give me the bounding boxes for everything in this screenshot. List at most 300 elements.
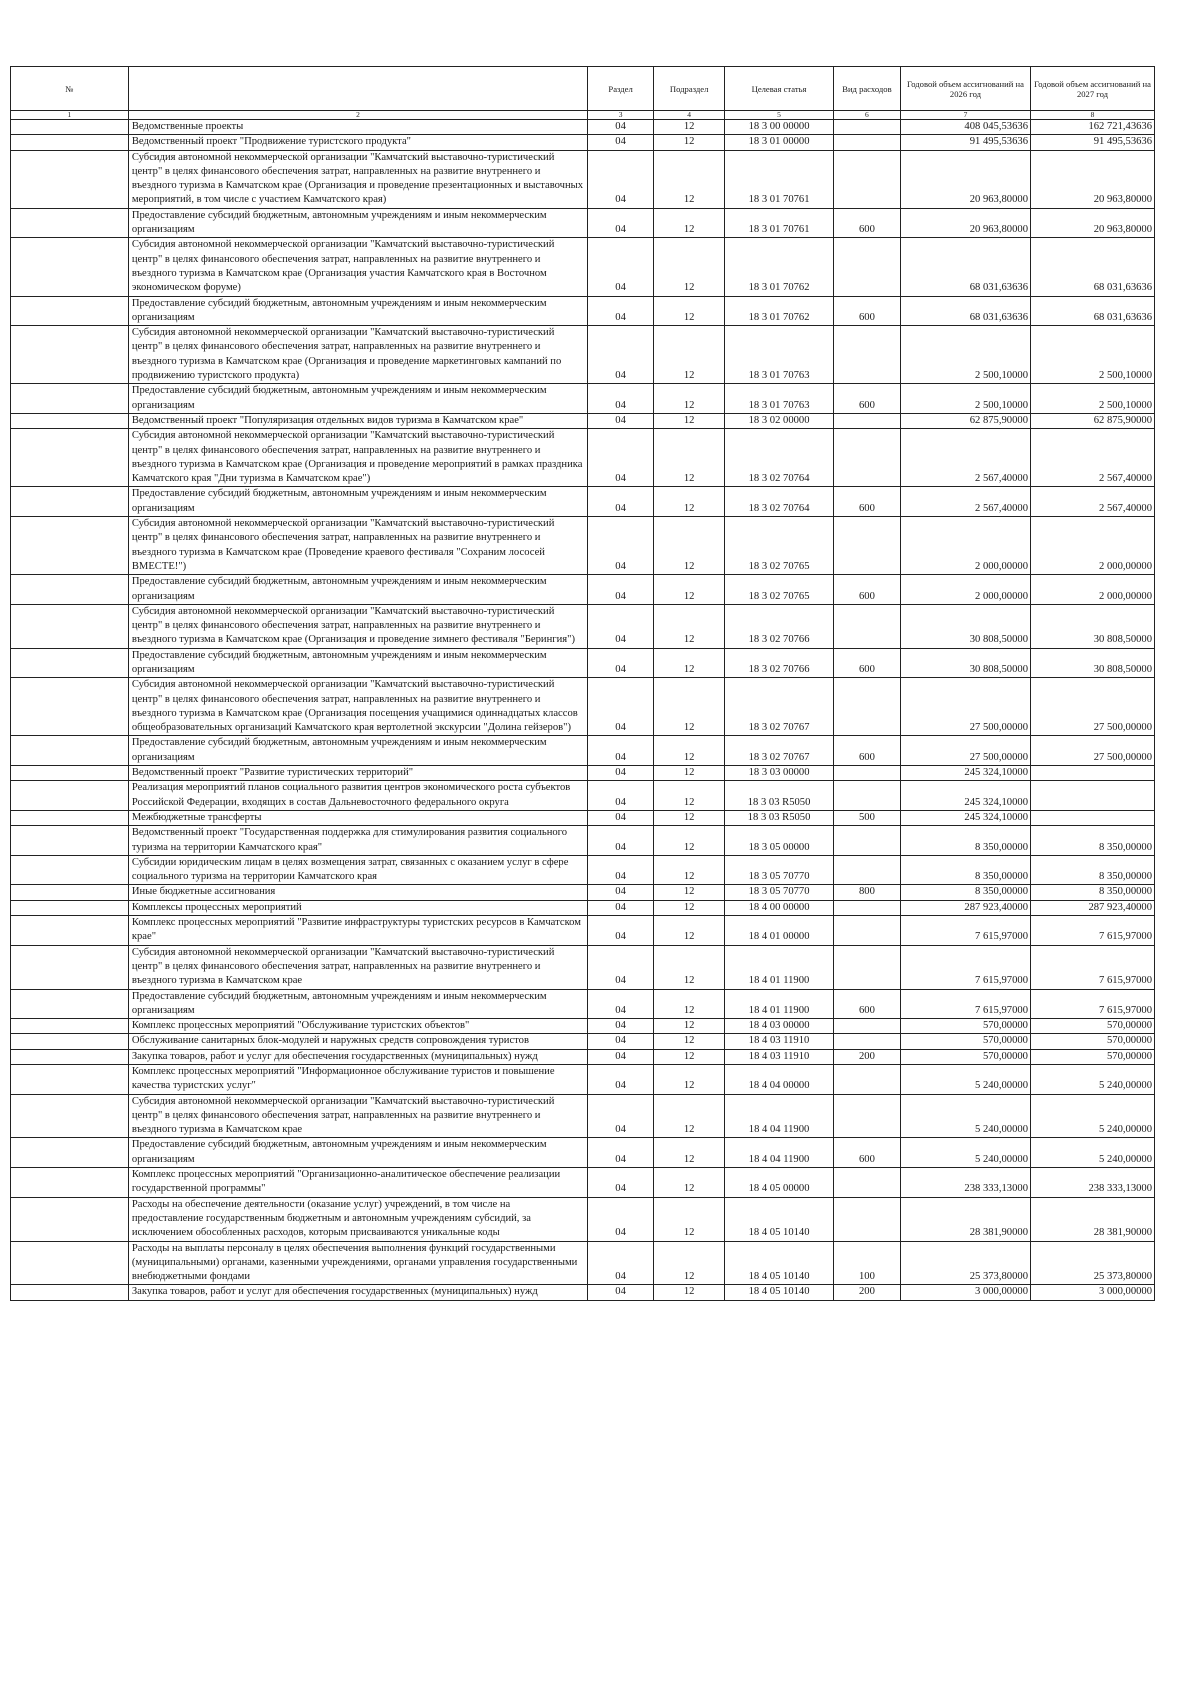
table-row [11, 208, 1155, 238]
header-razdel: Раздел [588, 67, 654, 111]
expense-type-cell [833, 781, 900, 811]
target-article-cell: 18 3 02 70764 [725, 487, 834, 517]
podrazdel-cell: 12 [654, 678, 725, 736]
expense-type-cell [833, 517, 900, 575]
expense-type-cell [833, 1197, 900, 1241]
row-number-cell [11, 296, 129, 326]
expense-name-cell: Реализация мероприятий планов социального развития центров экономического роста субъектов Российской Федерации, входящих в состав Дальневосточного федерального округа [128, 781, 587, 811]
expense-name-cell: Субсидия автономной некоммерческой организации "Камчатский выставочно-туристический центр" в целях финансового обеспечения затрат, направленных на развитие внутреннего и въездного туризма в Камчатском крае (Организация участия Камчатского края в Восточном экономическом форуме) [128, 238, 587, 296]
row-number-cell [11, 916, 129, 946]
amount-2026-cell: 91 495,53636 [900, 135, 1030, 150]
target-article-cell: 18 3 01 00000 [725, 135, 834, 150]
target-article-cell: 18 4 04 00000 [725, 1065, 834, 1095]
amount-2027-cell: 28 381,90000 [1030, 1197, 1154, 1241]
target-article-cell: 18 3 02 70765 [725, 575, 834, 605]
amount-2027-cell: 2 567,40000 [1030, 487, 1154, 517]
budget-table [10, 66, 1155, 1301]
amount-2027-cell: 162 721,43636 [1030, 120, 1154, 135]
amount-2026-cell: 287 923,40000 [900, 900, 1030, 915]
row-number-cell [11, 989, 129, 1019]
table-row [11, 604, 1155, 648]
amount-2026-cell: 68 031,63636 [900, 296, 1030, 326]
amount-2026-cell: 68 031,63636 [900, 238, 1030, 296]
amount-2027-cell: 8 350,00000 [1030, 885, 1154, 900]
amount-2027-cell: 7 615,97000 [1030, 989, 1154, 1019]
expense-name-cell: Предоставление субсидий бюджетным, автономным учреждениям и иным некоммерческим организациям [128, 1138, 587, 1168]
podrazdel-cell: 12 [654, 736, 725, 766]
razdel-cell: 04 [588, 885, 654, 900]
amount-2026-cell: 30 808,50000 [900, 648, 1030, 678]
podrazdel-cell: 12 [654, 781, 725, 811]
expense-name-cell: Ведомственный проект "Продвижение туристского продукта" [128, 135, 587, 150]
amount-2026-cell: 245 324,10000 [900, 766, 1030, 781]
target-article-cell: 18 3 03 R5050 [725, 781, 834, 811]
razdel-cell: 04 [588, 135, 654, 150]
column-index: 8 [1030, 111, 1154, 120]
amount-2026-cell: 2 500,10000 [900, 384, 1030, 414]
expense-type-cell [833, 945, 900, 989]
podrazdel-cell: 12 [654, 916, 725, 946]
expense-name-cell: Предоставление субсидий бюджетным, автономным учреждениям и иным некоммерческим организациям [128, 575, 587, 605]
target-article-cell: 18 3 05 70770 [725, 855, 834, 885]
target-article-cell: 18 4 05 10140 [725, 1285, 834, 1300]
amount-2027-cell [1030, 810, 1154, 825]
expense-type-cell [833, 900, 900, 915]
row-number-cell [11, 678, 129, 736]
target-article-cell: 18 3 01 70762 [725, 238, 834, 296]
table-row [11, 384, 1155, 414]
row-number-cell [11, 208, 129, 238]
target-article-cell: 18 3 02 70766 [725, 604, 834, 648]
table-row [11, 135, 1155, 150]
table-row [11, 678, 1155, 736]
expense-type-cell [833, 604, 900, 648]
expense-name-cell: Субсидия автономной некоммерческой организации "Камчатский выставочно-туристический центр" в целях финансового обеспечения затрат, направленных на развитие внутреннего и въездного туризма в Камчатском крае (Организация и проведение зимнего фестиваля "Берингия") [128, 604, 587, 648]
expense-type-cell: 600 [833, 575, 900, 605]
table-row [11, 826, 1155, 856]
table-row [11, 326, 1155, 384]
target-article-cell: 18 3 02 70764 [725, 429, 834, 487]
amount-2027-cell: 570,00000 [1030, 1019, 1154, 1034]
razdel-cell: 04 [588, 989, 654, 1019]
razdel-cell: 04 [588, 208, 654, 238]
amount-2027-cell: 2 500,10000 [1030, 384, 1154, 414]
row-number-cell [11, 1241, 129, 1285]
target-article-cell: 18 3 02 70767 [725, 736, 834, 766]
amount-2027-cell: 238 333,13000 [1030, 1168, 1154, 1198]
expense-type-cell [833, 326, 900, 384]
expense-type-cell [833, 826, 900, 856]
amount-2027-cell: 68 031,63636 [1030, 238, 1154, 296]
target-article-cell: 18 3 01 70763 [725, 326, 834, 384]
table-row [11, 1168, 1155, 1198]
expense-type-cell [833, 238, 900, 296]
amount-2027-cell: 5 240,00000 [1030, 1065, 1154, 1095]
row-number-cell [11, 826, 129, 856]
amount-2027-cell [1030, 781, 1154, 811]
table-row [11, 766, 1155, 781]
target-article-cell: 18 4 01 00000 [725, 916, 834, 946]
expense-name-cell: Комплекс процессных мероприятий "Обслуживание туристских объектов" [128, 1019, 587, 1034]
expense-type-cell [833, 1094, 900, 1138]
row-number-cell [11, 648, 129, 678]
podrazdel-cell: 12 [654, 135, 725, 150]
amount-2026-cell: 27 500,00000 [900, 736, 1030, 766]
table-row [11, 945, 1155, 989]
row-number-cell [11, 945, 129, 989]
row-number-cell [11, 810, 129, 825]
amount-2027-cell [1030, 766, 1154, 781]
target-article-cell: 18 3 00 00000 [725, 120, 834, 135]
table-row [11, 736, 1155, 766]
row-number-cell [11, 575, 129, 605]
row-number-cell [11, 1285, 129, 1300]
amount-2026-cell: 570,00000 [900, 1049, 1030, 1064]
table-row [11, 810, 1155, 825]
amount-2026-cell: 245 324,10000 [900, 810, 1030, 825]
expense-type-cell: 600 [833, 1138, 900, 1168]
podrazdel-cell: 12 [654, 900, 725, 915]
target-article-cell: 18 4 04 11900 [725, 1138, 834, 1168]
razdel-cell: 04 [588, 238, 654, 296]
table-row [11, 120, 1155, 135]
amount-2026-cell: 570,00000 [900, 1034, 1030, 1049]
target-article-cell: 18 3 01 70761 [725, 208, 834, 238]
amount-2026-cell: 8 350,00000 [900, 855, 1030, 885]
expense-type-cell: 600 [833, 487, 900, 517]
target-article-cell: 18 3 01 70763 [725, 384, 834, 414]
expense-type-cell [833, 1019, 900, 1034]
amount-2027-cell: 8 350,00000 [1030, 855, 1154, 885]
razdel-cell: 04 [588, 487, 654, 517]
podrazdel-cell: 12 [654, 1168, 725, 1198]
table-row [11, 781, 1155, 811]
razdel-cell: 04 [588, 326, 654, 384]
target-article-cell: 18 3 01 70761 [725, 150, 834, 208]
amount-2027-cell: 570,00000 [1030, 1049, 1154, 1064]
target-article-cell: 18 4 03 00000 [725, 1019, 834, 1034]
expense-name-cell: Комплекс процессных мероприятий "Организационно-аналитическое обеспечение реализации государственной программы" [128, 1168, 587, 1198]
expense-name-cell: Предоставление субсидий бюджетным, автономным учреждениям и иным некоммерческим организациям [128, 384, 587, 414]
podrazdel-cell: 12 [654, 487, 725, 517]
amount-2027-cell: 30 808,50000 [1030, 648, 1154, 678]
table-row [11, 1019, 1155, 1034]
target-article-cell: 18 4 01 11900 [725, 989, 834, 1019]
target-article-cell: 18 3 03 R5050 [725, 810, 834, 825]
column-index: 3 [588, 111, 654, 120]
expense-type-cell: 200 [833, 1049, 900, 1064]
target-article-cell: 18 4 03 11910 [725, 1049, 834, 1064]
razdel-cell: 04 [588, 1019, 654, 1034]
row-number-cell [11, 1049, 129, 1064]
expense-name-cell: Межбюджетные трансферты [128, 810, 587, 825]
expense-name-cell: Предоставление субсидий бюджетным, автономным учреждениям и иным некоммерческим организациям [128, 989, 587, 1019]
podrazdel-cell: 12 [654, 429, 725, 487]
amount-2026-cell: 27 500,00000 [900, 678, 1030, 736]
target-article-cell: 18 4 04 11900 [725, 1094, 834, 1138]
razdel-cell: 04 [588, 945, 654, 989]
podrazdel-cell: 12 [654, 826, 725, 856]
row-number-cell [11, 1065, 129, 1095]
expense-type-cell [833, 135, 900, 150]
expense-name-cell: Обслуживание санитарных блок-модулей и наружных средств сопровождения туристов [128, 1034, 587, 1049]
target-article-cell: 18 3 05 00000 [725, 826, 834, 856]
amount-2027-cell: 7 615,97000 [1030, 945, 1154, 989]
podrazdel-cell: 12 [654, 1094, 725, 1138]
razdel-cell: 04 [588, 575, 654, 605]
header-row [11, 67, 1155, 111]
expense-type-cell: 100 [833, 1241, 900, 1285]
podrazdel-cell: 12 [654, 1065, 725, 1095]
row-number-cell [11, 413, 129, 428]
podrazdel-cell: 12 [654, 885, 725, 900]
razdel-cell: 04 [588, 296, 654, 326]
amount-2027-cell: 2 000,00000 [1030, 517, 1154, 575]
target-article-cell: 18 3 05 70770 [725, 885, 834, 900]
expense-name-cell: Предоставление субсидий бюджетным, автономным учреждениям и иным некоммерческим организациям [128, 208, 587, 238]
row-number-cell [11, 1138, 129, 1168]
podrazdel-cell: 12 [654, 766, 725, 781]
target-article-cell: 18 4 05 00000 [725, 1168, 834, 1198]
row-number-cell [11, 1197, 129, 1241]
table-row [11, 575, 1155, 605]
expense-type-cell [833, 678, 900, 736]
header-podrazdel: Подраздел [654, 67, 725, 111]
target-article-cell: 18 4 05 10140 [725, 1241, 834, 1285]
expense-name-cell: Субсидия автономной некоммерческой организации "Камчатский выставочно-туристический центр" в целях финансового обеспечения затрат, направленных на развитие внутреннего и въездного туризма в Камчатском крае [128, 1094, 587, 1138]
table-body [11, 120, 1155, 1301]
expense-name-cell: Закупка товаров, работ и услуг для обеспечения государственных (муниципальных) нужд [128, 1049, 587, 1064]
expense-type-cell: 600 [833, 989, 900, 1019]
column-index: 1 [11, 111, 129, 120]
expense-name-cell: Предоставление субсидий бюджетным, автономным учреждениям и иным некоммерческим организациям [128, 648, 587, 678]
razdel-cell: 04 [588, 766, 654, 781]
amount-2027-cell: 2 567,40000 [1030, 429, 1154, 487]
podrazdel-cell: 12 [654, 413, 725, 428]
amount-2027-cell: 68 031,63636 [1030, 296, 1154, 326]
razdel-cell: 04 [588, 517, 654, 575]
razdel-cell: 04 [588, 1241, 654, 1285]
amount-2027-cell: 5 240,00000 [1030, 1094, 1154, 1138]
expense-name-cell: Предоставление субсидий бюджетным, автономным учреждениям и иным некоммерческим организациям [128, 736, 587, 766]
razdel-cell: 04 [588, 810, 654, 825]
target-article-cell: 18 3 02 70767 [725, 678, 834, 736]
expense-name-cell: Субсидия автономной некоммерческой организации "Камчатский выставочно-туристический центр" в целях финансового обеспечения затрат, направленных на развитие внутреннего и въездного туризма в Камчатском крае (Организация и проведение презентационных и выставочных мероприятий, в том числе с участием Камчатского края) [128, 150, 587, 208]
amount-2026-cell: 20 963,80000 [900, 150, 1030, 208]
budget-sheet [10, 66, 1155, 1301]
podrazdel-cell: 12 [654, 384, 725, 414]
row-number-cell [11, 384, 129, 414]
target-article-cell: 18 3 02 70766 [725, 648, 834, 678]
expense-type-cell: 600 [833, 736, 900, 766]
podrazdel-cell: 12 [654, 208, 725, 238]
amount-2027-cell: 62 875,90000 [1030, 413, 1154, 428]
expense-name-cell: Комплексы процессных мероприятий [128, 900, 587, 915]
razdel-cell: 04 [588, 736, 654, 766]
amount-2027-cell: 20 963,80000 [1030, 150, 1154, 208]
row-number-cell [11, 150, 129, 208]
table-row [11, 885, 1155, 900]
table-row [11, 1241, 1155, 1285]
razdel-cell: 04 [588, 900, 654, 915]
table-row [11, 1049, 1155, 1064]
target-article-cell: 18 3 02 00000 [725, 413, 834, 428]
amount-2027-cell: 5 240,00000 [1030, 1138, 1154, 1168]
amount-2027-cell: 27 500,00000 [1030, 678, 1154, 736]
amount-2026-cell: 5 240,00000 [900, 1138, 1030, 1168]
row-number-cell [11, 1094, 129, 1138]
table-row [11, 1138, 1155, 1168]
podrazdel-cell: 12 [654, 517, 725, 575]
amount-2026-cell: 7 615,97000 [900, 916, 1030, 946]
target-article-cell: 18 4 00 00000 [725, 900, 834, 915]
amount-2026-cell: 25 373,80000 [900, 1241, 1030, 1285]
row-number-cell [11, 736, 129, 766]
podrazdel-cell: 12 [654, 810, 725, 825]
amount-2026-cell: 7 615,97000 [900, 989, 1030, 1019]
amount-2026-cell: 8 350,00000 [900, 826, 1030, 856]
header-name [128, 67, 587, 111]
expense-name-cell: Субсидия автономной некоммерческой организации "Камчатский выставочно-туристический центр" в целях финансового обеспечения затрат, направленных на развитие внутреннего и въездного туризма в Камчатском крае [128, 945, 587, 989]
expense-name-cell: Иные бюджетные ассигнования [128, 885, 587, 900]
table-row [11, 900, 1155, 915]
expense-name-cell: Предоставление субсидий бюджетным, автономным учреждениям и иным некоммерческим организациям [128, 296, 587, 326]
podrazdel-cell: 12 [654, 120, 725, 135]
amount-2026-cell: 570,00000 [900, 1019, 1030, 1034]
table-row [11, 150, 1155, 208]
razdel-cell: 04 [588, 1138, 654, 1168]
razdel-cell: 04 [588, 1168, 654, 1198]
razdel-cell: 04 [588, 826, 654, 856]
row-number-cell [11, 238, 129, 296]
razdel-cell: 04 [588, 781, 654, 811]
table-row [11, 296, 1155, 326]
amount-2027-cell: 7 615,97000 [1030, 916, 1154, 946]
razdel-cell: 04 [588, 1034, 654, 1049]
target-article-cell: 18 3 02 70765 [725, 517, 834, 575]
row-number-cell [11, 120, 129, 135]
expense-name-cell: Субсидии юридическим лицам в целях возмещения затрат, связанных с оказанием услуг в сфере социального туризма на территории Камчатского края [128, 855, 587, 885]
header-num: № [11, 67, 129, 111]
amount-2027-cell: 570,00000 [1030, 1034, 1154, 1049]
target-article-cell: 18 4 05 10140 [725, 1197, 834, 1241]
amount-2027-cell: 8 350,00000 [1030, 826, 1154, 856]
expense-name-cell: Расходы на обеспечение деятельности (оказание услуг) учреждений, в том числе на предоставление государственным бюджетным и автономным учреждениям субсидий, за исключением обособленных расходов, которым присваиваются уникальные коды [128, 1197, 587, 1241]
expense-type-cell: 600 [833, 648, 900, 678]
row-number-cell [11, 1034, 129, 1049]
column-index: 2 [128, 111, 587, 120]
expense-type-cell [833, 429, 900, 487]
razdel-cell: 04 [588, 1197, 654, 1241]
table-row [11, 648, 1155, 678]
razdel-cell: 04 [588, 1285, 654, 1300]
expense-name-cell: Комплекс процессных мероприятий "Информационное обслуживание туристов и повышение качества туристских услуг" [128, 1065, 587, 1095]
expense-name-cell: Комплекс процессных мероприятий "Развитие инфраструктуры туристских ресурсов в Камчатском крае" [128, 916, 587, 946]
expense-type-cell [833, 855, 900, 885]
podrazdel-cell: 12 [654, 1049, 725, 1064]
podrazdel-cell: 12 [654, 1241, 725, 1285]
amount-2027-cell: 20 963,80000 [1030, 208, 1154, 238]
razdel-cell: 04 [588, 1049, 654, 1064]
razdel-cell: 04 [588, 604, 654, 648]
razdel-cell: 04 [588, 1065, 654, 1095]
expense-type-cell [833, 150, 900, 208]
amount-2027-cell: 3 000,00000 [1030, 1285, 1154, 1300]
expense-type-cell [833, 766, 900, 781]
header-vid: Вид расходов [833, 67, 900, 111]
amount-2026-cell: 2 500,10000 [900, 326, 1030, 384]
table-row [11, 487, 1155, 517]
amount-2026-cell: 5 240,00000 [900, 1094, 1030, 1138]
amount-2026-cell: 408 045,53636 [900, 120, 1030, 135]
table-row [11, 1094, 1155, 1138]
target-article-cell: 18 3 01 70762 [725, 296, 834, 326]
razdel-cell: 04 [588, 916, 654, 946]
expense-name-cell: Ведомственный проект "Развитие туристических территорий" [128, 766, 587, 781]
table-row [11, 1065, 1155, 1095]
table-row [11, 916, 1155, 946]
expense-type-cell: 600 [833, 208, 900, 238]
expense-type-cell: 200 [833, 1285, 900, 1300]
expense-type-cell [833, 1168, 900, 1198]
row-number-cell [11, 604, 129, 648]
table-row [11, 1034, 1155, 1049]
razdel-cell: 04 [588, 678, 654, 736]
razdel-cell: 04 [588, 120, 654, 135]
amount-2027-cell: 2 500,10000 [1030, 326, 1154, 384]
podrazdel-cell: 12 [654, 150, 725, 208]
razdel-cell: 04 [588, 429, 654, 487]
row-number-cell [11, 517, 129, 575]
podrazdel-cell: 12 [654, 1034, 725, 1049]
row-number-cell [11, 900, 129, 915]
column-index: 7 [900, 111, 1030, 120]
razdel-cell: 04 [588, 384, 654, 414]
table-row [11, 517, 1155, 575]
podrazdel-cell: 12 [654, 1197, 725, 1241]
expense-type-cell: 800 [833, 885, 900, 900]
column-index: 6 [833, 111, 900, 120]
expense-name-cell: Субсидия автономной некоммерческой организации "Камчатский выставочно-туристический центр" в целях финансового обеспечения затрат, направленных на развитие внутреннего и въездного туризма в Камчатском крае (Организация и проведение маркетинговых кампаний по продвижению туристского продукта) [128, 326, 587, 384]
column-index-row [11, 111, 1155, 120]
expense-name-cell: Предоставление субсидий бюджетным, автономным учреждениям и иным некоммерческим организациям [128, 487, 587, 517]
expense-name-cell: Субсидия автономной некоммерческой организации "Камчатский выставочно-туристический центр" в целях финансового обеспечения затрат, направленных на развитие внутреннего и въездного туризма в Камчатском крае (Организация и проведение мероприятий в рамках праздника Камчатского края "Дни туризма в Камчатском крае") [128, 429, 587, 487]
amount-2026-cell: 2 000,00000 [900, 575, 1030, 605]
expense-type-cell [833, 916, 900, 946]
amount-2027-cell: 2 000,00000 [1030, 575, 1154, 605]
expense-name-cell: Ведомственный проект "Популяризация отдельных видов туризма в Камчатском крае" [128, 413, 587, 428]
podrazdel-cell: 12 [654, 604, 725, 648]
amount-2026-cell: 28 381,90000 [900, 1197, 1030, 1241]
razdel-cell: 04 [588, 1094, 654, 1138]
podrazdel-cell: 12 [654, 945, 725, 989]
header-celevaya: Целевая статья [725, 67, 834, 111]
table-row [11, 429, 1155, 487]
podrazdel-cell: 12 [654, 648, 725, 678]
podrazdel-cell: 12 [654, 326, 725, 384]
amount-2027-cell: 25 373,80000 [1030, 1241, 1154, 1285]
amount-2027-cell: 30 808,50000 [1030, 604, 1154, 648]
table-row [11, 989, 1155, 1019]
row-number-cell [11, 1168, 129, 1198]
podrazdel-cell: 12 [654, 575, 725, 605]
razdel-cell: 04 [588, 648, 654, 678]
razdel-cell: 04 [588, 150, 654, 208]
table-row [11, 1285, 1155, 1300]
row-number-cell [11, 885, 129, 900]
row-number-cell [11, 766, 129, 781]
expense-type-cell: 500 [833, 810, 900, 825]
